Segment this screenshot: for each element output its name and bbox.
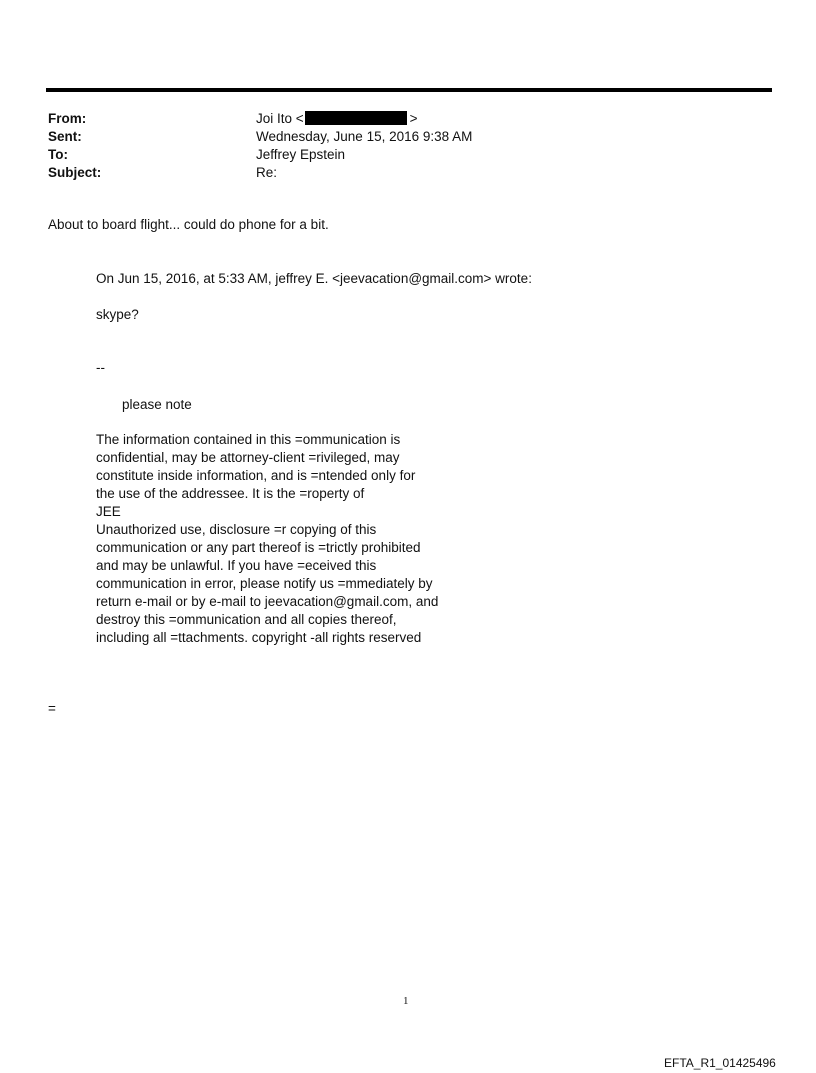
from-label: From: [48,111,87,126]
disclaimer-line: JEE [96,504,121,519]
redaction-box [305,111,407,125]
trailing-equals: = [48,701,56,716]
disclaimer-line: and may be unlawful. If you have =eceived this [96,558,377,573]
from-row [48,110,472,128]
disclaimer-line: return e-mail or by e-mail to jeevacation@gmail.com, and [96,594,439,609]
reply-text: About to board flight... could do phone for a bit. [48,217,329,232]
sent-label: Sent: [48,129,82,144]
disclaimer-line: constitute inside information, and is =ntended only for [96,468,416,483]
from-value [256,110,418,128]
disclaimer [96,431,438,647]
subject-row [48,164,472,182]
to-label: To: [48,147,68,162]
quote-text: skype? [96,307,139,322]
email-header [48,110,472,182]
disclaimer-line: Unauthorized use, disclosure =r copying of this [96,522,377,537]
disclaimer-line: communication in error, please notify us =mmediately by [96,576,433,591]
header-rule [46,88,772,92]
quote-intro: On Jun 15, 2016, at 5:33 AM, jeffrey E. <jeevacation@gmail.com> wrote: [96,271,532,286]
disclaimer-line: communication or any part thereof is =trictly prohibited [96,540,421,555]
disclaimer-line: including all =ttachments. copyright -all rights reserved [96,630,422,645]
signature-separator: -- [96,360,105,375]
disclaimer-line: The information contained in this =ommunication is [96,432,401,447]
disclaimer-line: destroy this =ommunication and all copies thereof, [96,612,397,627]
from-close: > [409,111,418,126]
to-row [48,146,472,164]
sent-value: Wednesday, June 15, 2016 9:38 AM [256,129,473,144]
disclaimer-line: the use of the addressee. It is the =roperty of [96,486,365,501]
document-id: EFTA_R1_01425496 [664,1056,776,1070]
please-note: please note [122,397,192,412]
subject-label: Subject: [48,165,102,180]
to-value: Jeffrey Epstein [256,147,346,162]
disclaimer-line: confidential, may be attorney-client =rivileged, may [96,450,400,465]
sent-row [48,128,472,146]
subject-value: Re: [256,165,278,180]
from-name: Joi Ito < [256,111,304,126]
page-number: 1 [403,995,409,1007]
